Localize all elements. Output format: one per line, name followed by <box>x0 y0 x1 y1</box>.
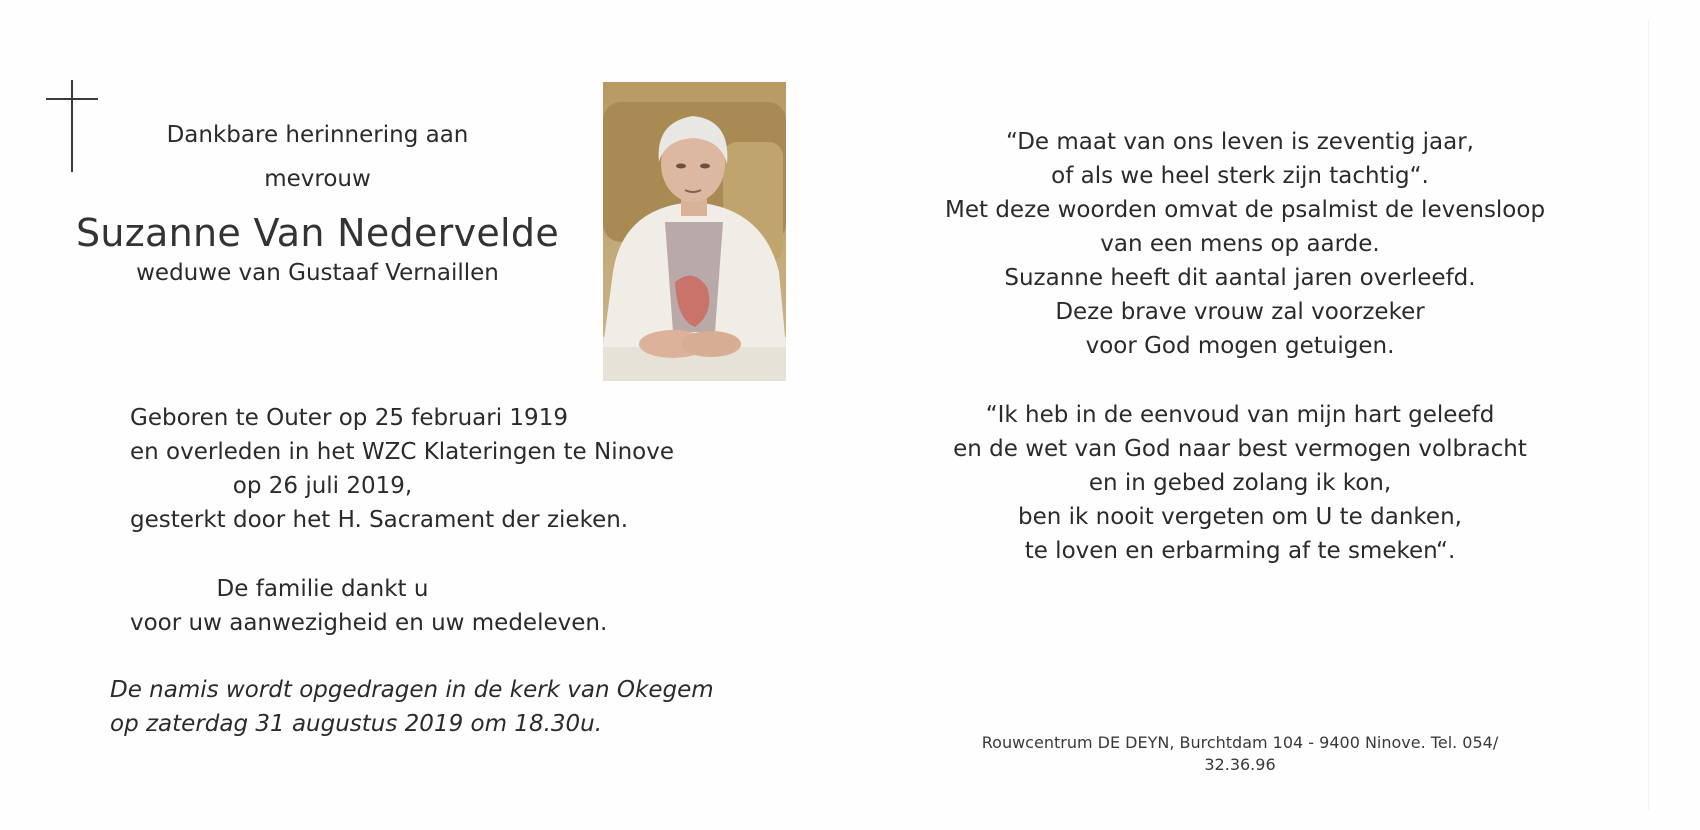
card-edge <box>1648 20 1649 810</box>
quote-line: “Ik heb in de eenvoud van mijn hart geleefd <box>985 402 1495 428</box>
text-line: op zaterdag 31 augustus 2019 om 18.30u. <box>110 711 603 737</box>
text-line: en overleden in het WZC Klateringen te Ninove <box>130 439 674 465</box>
quote-line: Met deze woorden omvat de psalmist de levensloop <box>945 197 1546 223</box>
intro-title: mevrouw <box>264 166 371 192</box>
thanks-block <box>130 572 608 640</box>
quote-line: Suzanne heeft dit aantal jaren overleefd. <box>1004 265 1476 291</box>
intro-line: Dankbare herinnering aan <box>166 122 469 148</box>
quote-line: en in gebed zolang ik kon, <box>1088 470 1392 496</box>
text-line: gesterkt door het H. Sacrament der zieken. <box>130 507 629 533</box>
text-line: op 26 juli 2019, <box>232 473 413 499</box>
quote-line: te loven en erbarming af te smeken“. <box>1024 538 1456 564</box>
funeral-home-footer: Rouwcentrum DE DEYN, Burchtdam 104 - 9400 Ninove. Tel. 054/ 32.36.96 <box>981 733 1499 774</box>
text-line: voor uw aanwezigheid en uw medeleven. <box>130 610 608 636</box>
quote-block-2 <box>945 398 1535 568</box>
quote-line: “De maat van ons leven is zeventig jaar, <box>1006 129 1474 155</box>
cross-icon <box>46 80 98 172</box>
quote-line: Deze brave vrouw zal voorzeker <box>1055 299 1425 325</box>
mass-block <box>110 673 714 741</box>
quote-line: of als we heel sterk zijn tachtig“. <box>1051 163 1429 189</box>
quote-line: ben ik nooit vergeten om U te danken, <box>1018 504 1462 530</box>
text-line: De namis wordt opgedragen in de kerk van Okegem <box>110 677 714 703</box>
quote-line: van een mens op aarde. <box>1100 231 1380 257</box>
text-line: De familie dankt u <box>216 576 429 602</box>
text-line: Geboren te Outer op 25 februari 1919 <box>130 405 568 431</box>
quote-line: voor God mogen getuigen. <box>1085 333 1395 359</box>
birth-death-block <box>130 401 674 537</box>
quote-block-1 <box>945 125 1546 363</box>
quote-line: en de wet van God naar best vermogen volbracht <box>953 436 1527 462</box>
widow-of: weduwe van Gustaaf Vernaillen <box>136 260 499 286</box>
deceased-name: Suzanne Van Nedervelde <box>75 211 559 255</box>
portrait-photo <box>603 82 786 381</box>
intro-block <box>150 113 485 201</box>
